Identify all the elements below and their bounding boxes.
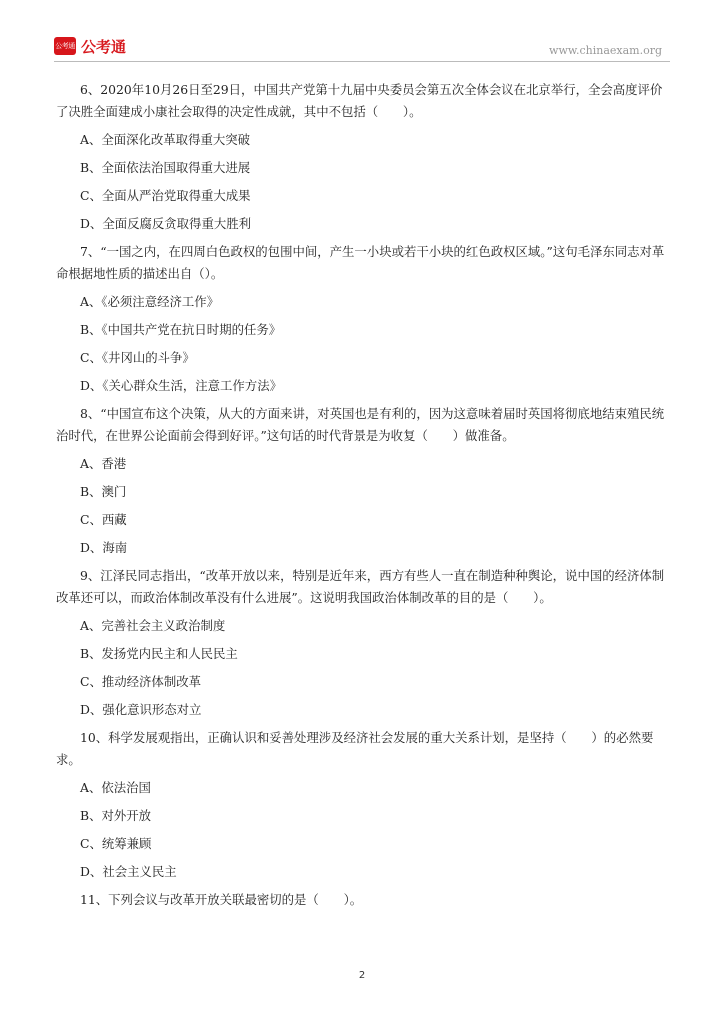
option-d: D、强化意识形态对立 xyxy=(80,702,202,717)
question-stem: 7、“一国之内，在四周白色政权的包围中间，产生一小块或若干小块的红色政权区域。”这句毛泽东同志对革命根据地性质的描述出自（）。 xyxy=(56,244,665,281)
option-c: C、西藏 xyxy=(80,512,127,527)
option-b: B、《中国共产党在抗日时期的任务》 xyxy=(80,322,282,337)
header-divider xyxy=(54,61,670,62)
page-number: 2 xyxy=(358,970,366,981)
option-c: C、统筹兼顾 xyxy=(80,836,152,851)
logo xyxy=(54,35,126,57)
option-a: A、《必须注意经济工作》 xyxy=(80,294,220,309)
logo-badge: 公考通 xyxy=(54,37,76,55)
option-d: D、全面反腐反贪取得重大胜利 xyxy=(80,216,252,231)
option-a: A、香港 xyxy=(80,456,127,471)
option-c: C、《井冈山的斗争》 xyxy=(80,350,195,365)
option-b: B、澳门 xyxy=(80,484,127,499)
question-stem: 11、下列会议与改革开放关联最密切的是（ ）。 xyxy=(80,892,363,907)
question-stem: 8、“中国宣布这个决策，从大的方面来讲，对英国也是有利的，因为这意味着届时英国将彻底地结束殖民统治时代，在世界公论面前会得到好评。”这句话的时代背景是为收复（ ）做准备。 xyxy=(56,406,665,443)
option-d: D、海南 xyxy=(80,540,128,555)
question-stem: 10、科学发展观指出，正确认识和妥善处理涉及经济社会发展的重大关系计划，是坚持（ ）的必然要求。 xyxy=(56,730,654,767)
option-d: D、《关心群众生活，注意工作方法》 xyxy=(80,378,282,393)
option-b: B、发扬党内民主和人民民主 xyxy=(80,646,238,661)
option-b: B、对外开放 xyxy=(80,808,152,823)
site-url: www.chinaexam.org xyxy=(549,44,662,57)
logo-text: 公考通 xyxy=(81,37,127,56)
page-header xyxy=(0,0,724,64)
option-a: A、完善社会主义政治制度 xyxy=(80,618,226,633)
option-c: C、全面从严治党取得重大成果 xyxy=(80,188,251,203)
question-stem: 6、2020年10月26日至29日，中国共产党第十九届中央委员会第五次全体会议在北京举行，全会高度评价了决胜全面建成小康社会取得的决定性成就，其中不包括（ ）。 xyxy=(56,82,663,119)
question-list xyxy=(56,79,668,917)
option-b: B、全面依法治国取得重大进展 xyxy=(80,160,251,175)
option-a: A、全面深化改革取得重大突破 xyxy=(80,132,251,147)
option-d: D、社会主义民主 xyxy=(80,864,177,879)
option-c: C、推动经济体制改革 xyxy=(80,674,201,689)
question-stem: 9、江泽民同志指出，“改革开放以来，特别是近年来，西方有些人一直在制造种种舆论，说中国的经济体制改革还可以，而政治体制改革没有什么进展”。这说明我国政治体制改革的目的是（ ）。 xyxy=(56,568,665,605)
option-a: A、依法治国 xyxy=(80,780,151,795)
